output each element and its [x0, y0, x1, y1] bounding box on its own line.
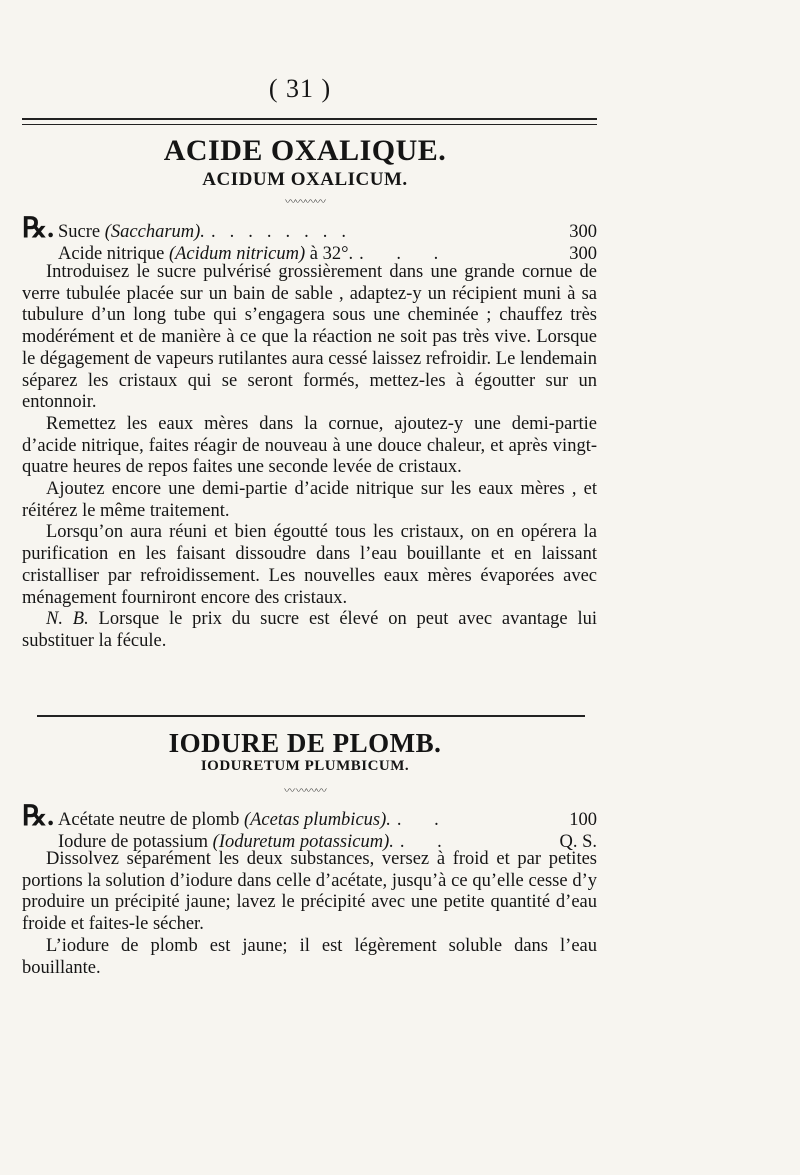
ingredient-row [22, 213, 597, 244]
recipe-iodure [22, 801, 597, 853]
leader-dots: . . [396, 810, 453, 830]
paragraph: Lorsqu’on aura réuni et bien égoutté tous les cristaux, on en opérera la purification en les faisant dissoudre dans l’eau bouillante et en laissant cristalliser par refroidissement. Les nouvelles eaux mères évaporées avec ménagement fourniront encore des cristaux. [22, 522, 597, 608]
ingredient-quantity: 300 [569, 244, 597, 264]
leader-dots: ........ [210, 222, 360, 242]
leader-dots: . . . [359, 244, 453, 264]
paragraph: Introduisez le sucre pulvérisé grossièrement dans une grande cornue de verre tubulée placée sur un bain de sable , adaptez-y un récipient muni à sa tubulure d’un long tube qui s’engagera sous une cheminée ; chauffez très modérément et de manière à ce que la réaction ne soit pas très vive. Lorsque le dégagement de vapeurs rutilantes aura cessé laissez refroidir. Le lendemain séparez les cristaux qui se seront formés, mettez-les à égoutter sur un entonnoir. [22, 262, 597, 413]
section-latin-title-ioduretum-plumbicum: IODURETUM PLUMBICUM. [200, 758, 410, 774]
section-title-acide-oxalique: ACIDE OXALIQUE. [163, 134, 447, 167]
ingredient-quantity: 100 [569, 810, 597, 830]
ingredient-quantity: 300 [569, 222, 597, 242]
note-text: Lorsque le prix du sucre est élevé on peut avec avantage lui substituer la fécule. [22, 609, 597, 651]
note-paragraph [22, 609, 597, 652]
ingredient-name: Acétate neutre de plomb (Acetas plumbicus). [58, 810, 391, 830]
ingredient-row [22, 801, 597, 832]
page-number: ( 31 ) [268, 74, 332, 103]
section-title-iodure-de-plomb: IODURE DE PLOMB. [168, 728, 442, 758]
ingredient-name: Acide nitrique (Acidum nitricum) à 32°. [58, 244, 354, 264]
section-body-iodure [22, 849, 597, 979]
header-rule [22, 118, 597, 125]
ornament-divider: 〰 〰〰〰 [284, 785, 326, 797]
ornament-divider: 〰〰〰〰 [285, 196, 325, 208]
note-label: N. B. [46, 609, 89, 630]
leader-dots: . . [399, 832, 456, 852]
recipe-symbol: ℞. [22, 801, 55, 832]
ingredient-name: Iodure de potassium (Ioduretum potassicum). [58, 832, 394, 852]
section-body-oxalique [22, 262, 597, 653]
ingredient-quantity: Q. S. [559, 832, 597, 852]
paragraph: Remettez les eaux mères dans la cornue, ajoutez-y une demi-partie d’acide nitrique, faites réagir de nouveau à une douce chaleur, et après vingt-quatre heures de repos faites une seconde levée de cristaux. [22, 413, 597, 478]
ingredient-name: Sucre (Saccharum). [58, 222, 205, 242]
section-latin-title-acidum-oxalicum: ACIDUM OXALICUM. [202, 169, 408, 190]
recipe-oxalique [22, 213, 597, 265]
paragraph: L’iodure de plomb est jaune; il est légèrement soluble dans l’eau bouillante. [22, 935, 597, 978]
section-divider [37, 715, 585, 717]
paragraph: Dissolvez séparément les deux substances, versez à froid et par petites portions la solution d’iodure dans celle d’acétate, jusqu’à ce qu’elle cesse d’y produire un précipité jaune; lavez le précipité avec une petite quantité d’eau froide et faites-le sécher. [22, 849, 597, 935]
paragraph: Ajoutez encore une demi-partie d’acide nitrique sur les eaux mères , et réitérez le même traitement. [22, 479, 597, 521]
recipe-symbol: ℞. [22, 213, 55, 244]
